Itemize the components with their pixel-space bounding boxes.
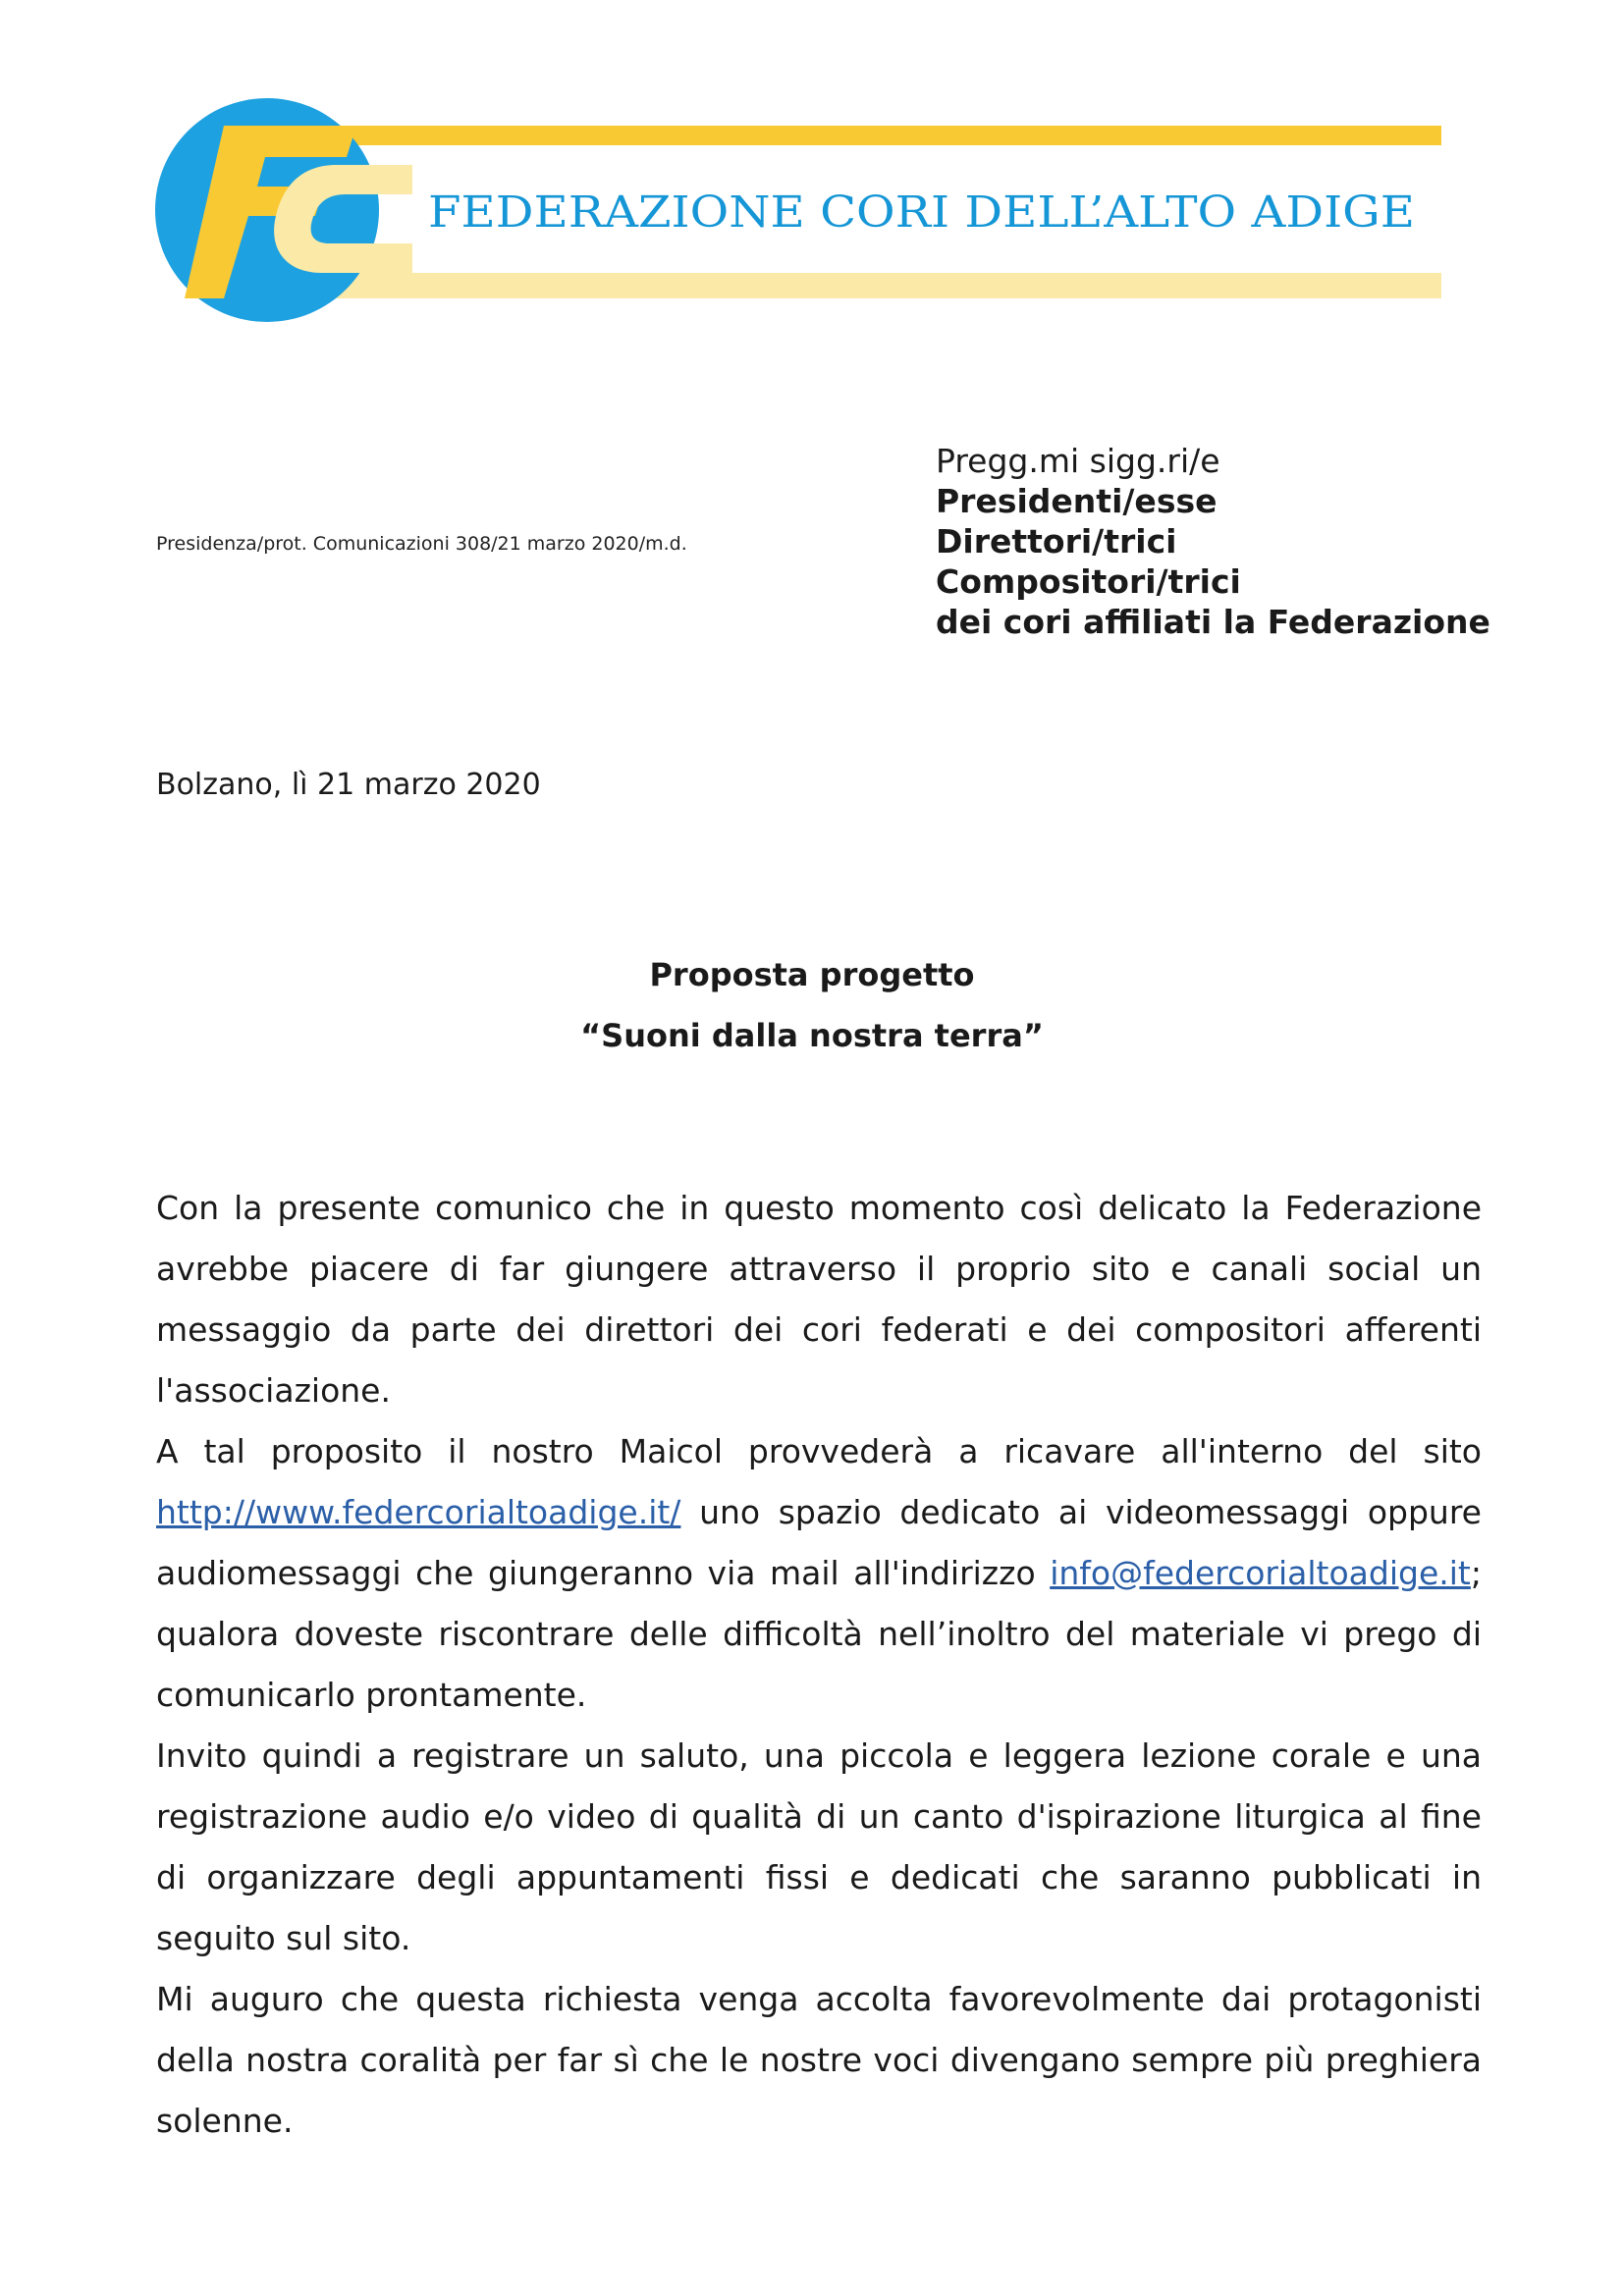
logo-monogram: FC (155, 96, 157, 97)
organization-name: FEDERAZIONE CORI DELL’ALTO ADIGE (428, 187, 1415, 238)
site-link[interactable]: http://www.federcorialtoadige.it/ (156, 1493, 681, 1531)
email-link[interactable]: info@federcorialtoadige.it (1050, 1554, 1471, 1592)
body-text: A tal proposito il nostro Maicol provvederà a ricavare all'interno del sito (156, 1432, 1482, 1470)
logo-bottom-band (332, 273, 1441, 298)
body-paragraph-4: Mi auguro che questa richiesta venga accolta favorevolmente dai protagonisti della nostra coralità per far sì che le nostre voci divengano sempre più preghiera solenne. (156, 1980, 1482, 2140)
recipient-line: Direttori/trici (936, 522, 1177, 561)
logo-top-band (332, 126, 1441, 145)
subject-line-1: Proposta progetto (649, 956, 975, 993)
recipients-greeting: Pregg.mi sigg.ri/e (936, 442, 1220, 480)
body-paragraph-2 (156, 1421, 1482, 1726)
body-paragraph-1: Con la presente comunico che in questo momento così delicato la Federazione avrebbe piacere di far giungere attraverso il proprio sito e canali social un messaggio da parte dei direttori dei cori federati e dei compositori afferenti l'associazione. (156, 1189, 1482, 1410)
body-text: ; qualora doveste riscontrare delle difficoltà nell’inoltro del materiale vi prego di comunicarlo prontamente. (156, 1554, 1482, 1714)
federation-logo (155, 96, 1441, 324)
body-paragraph-3: Invito quindi a registrare un saluto, una piccola e leggera lezione corale e una registrazione audio e/o video di qualità di un canto d'ispirazione liturgica al fine di organizzare degli appuntamenti fissi e dedicati che saranno pubblicati in seguito sul sito. (156, 1736, 1482, 1957)
recipient-line: dei cori affiliati la Federazione (936, 603, 1490, 641)
recipients-block (936, 441, 1490, 642)
date-line: Bolzano, lì 21 marzo 2020 (156, 768, 541, 802)
recipient-line: Presidenti/esse (936, 482, 1218, 520)
letter-body (156, 1178, 1482, 2152)
protocol-reference: Presidenza/prot. Comunicazioni 308/21 marzo 2020/m.d. (156, 533, 687, 555)
subject-line-2: “Suoni dalla nostra terra” (580, 1017, 1044, 1054)
body-text: uno spazio dedicato ai videomessaggi oppure audiomessaggi che giungeranno via mail all'indirizzo (156, 1493, 1482, 1592)
subject-block (0, 944, 1624, 1066)
recipient-line: Compositori/trici (936, 562, 1241, 601)
